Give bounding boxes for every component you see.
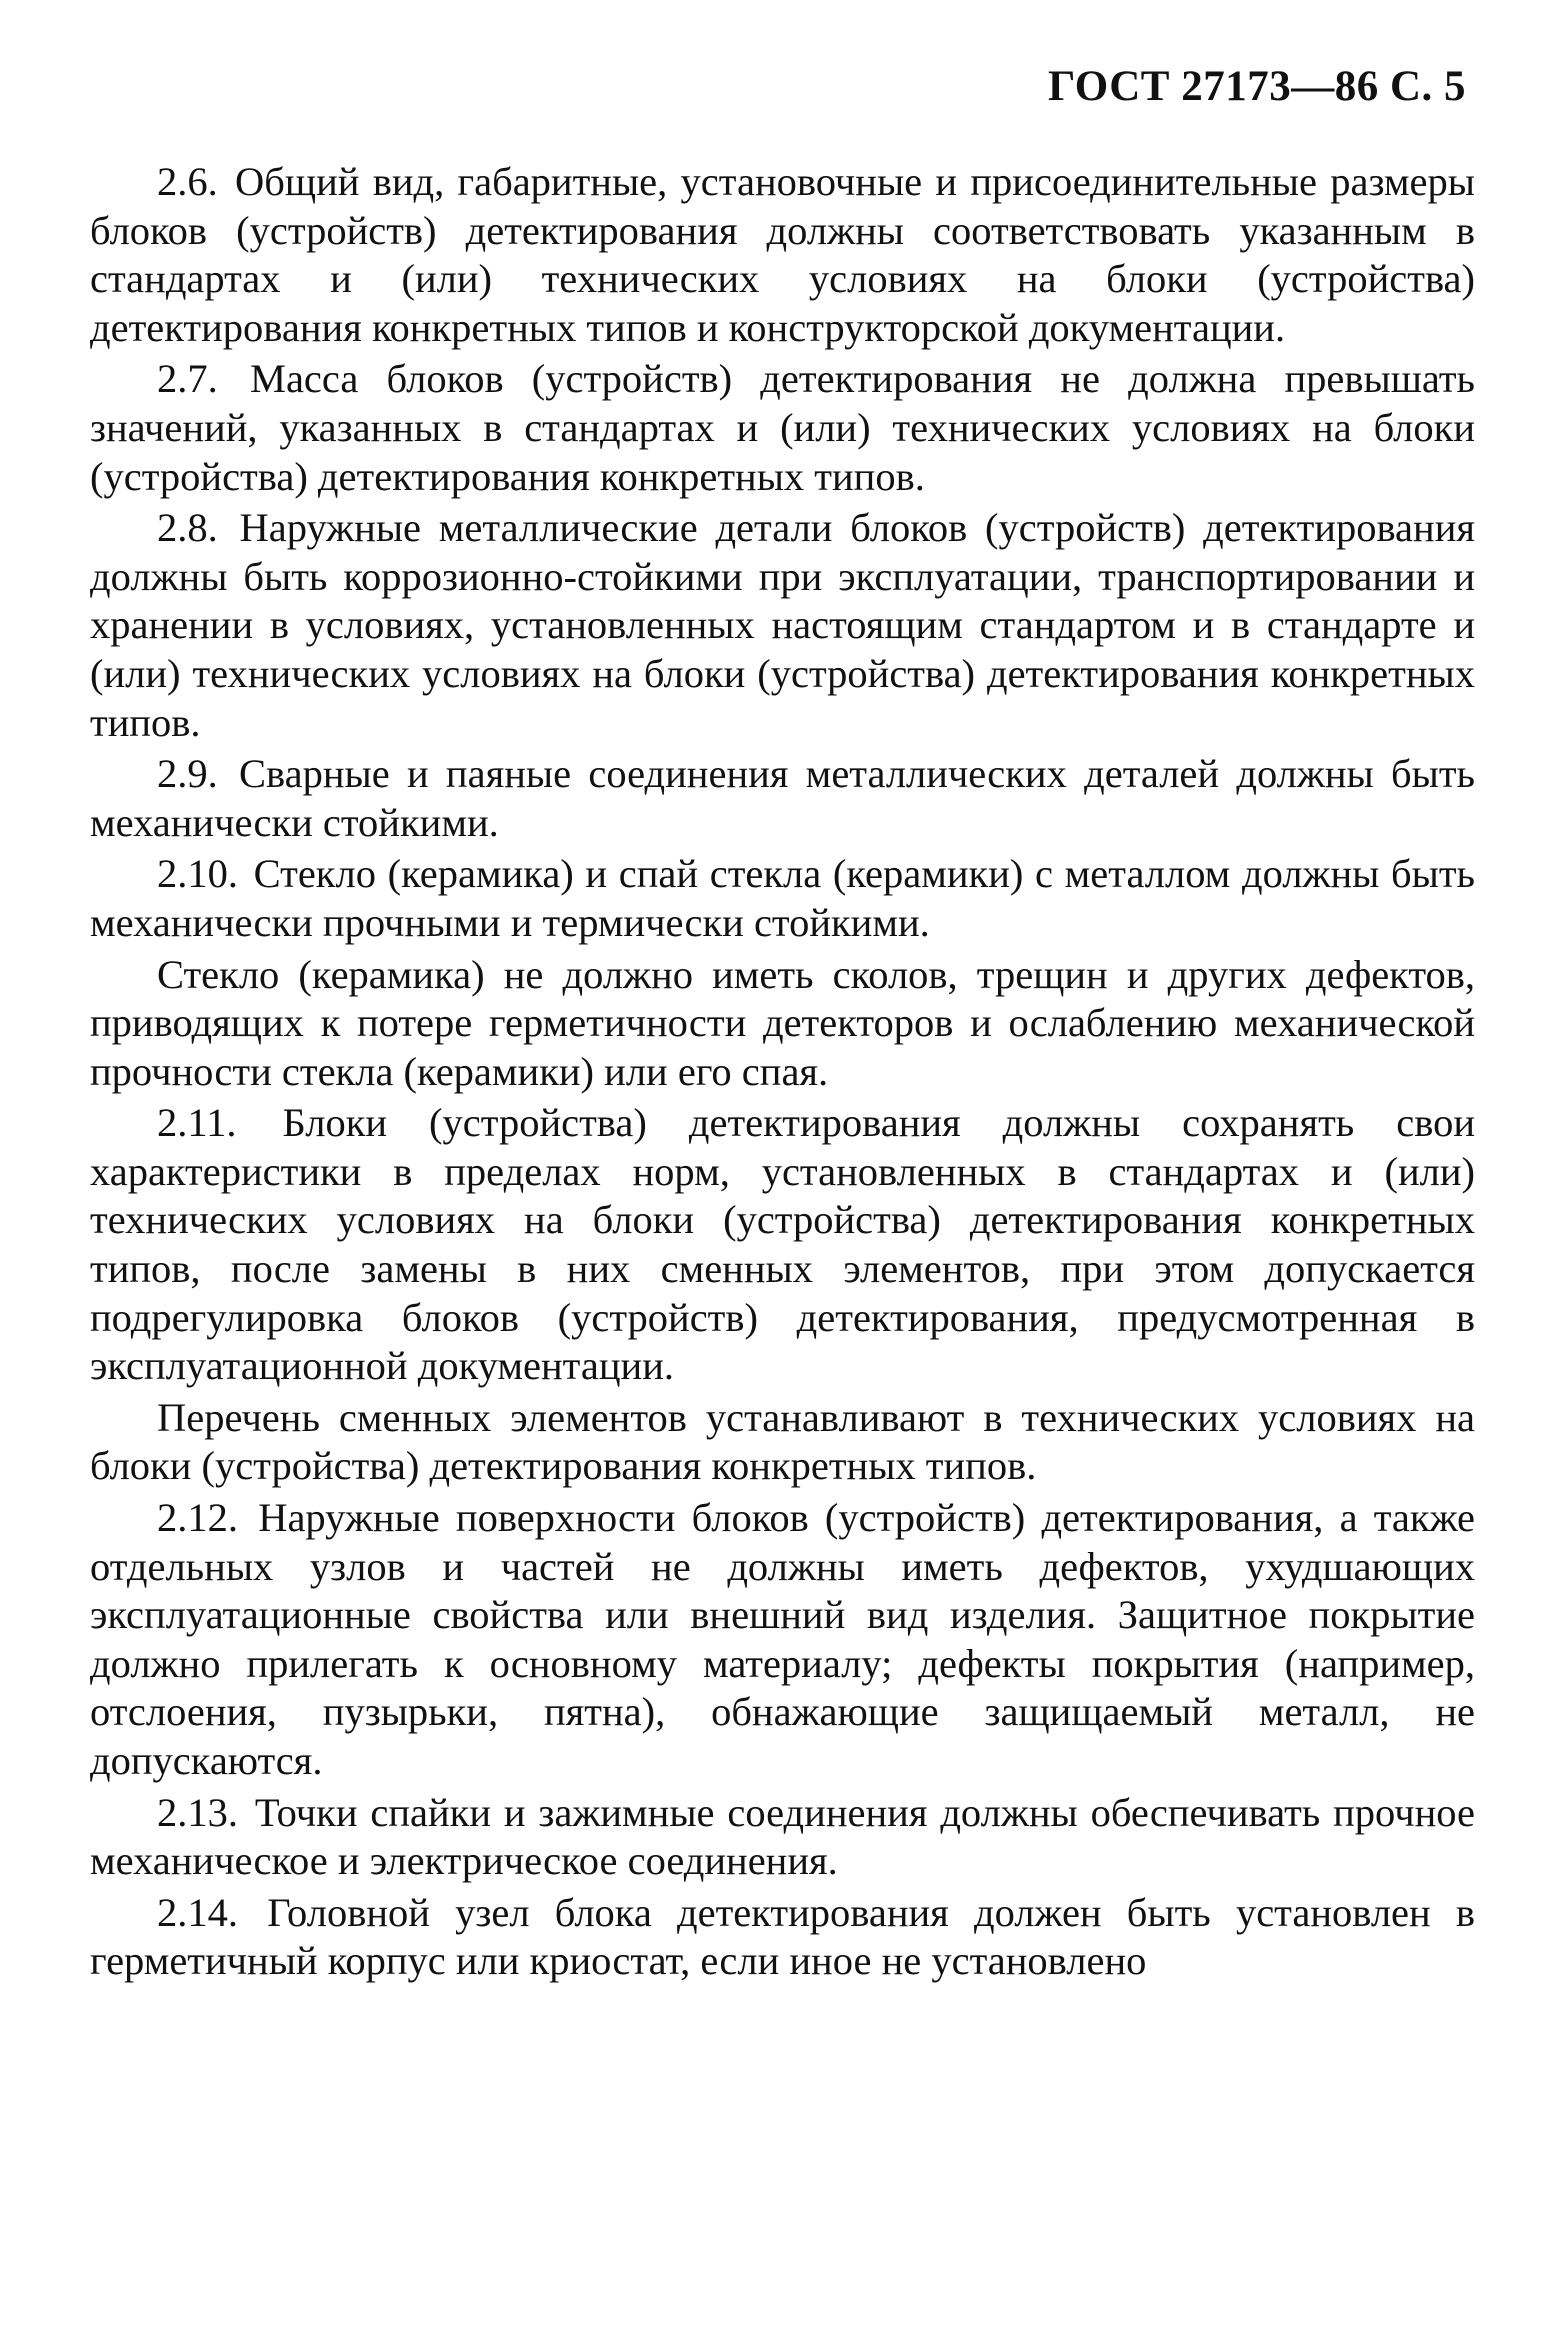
paragraph-text: Точки спайки и зажимные соединения должны обеспечивать прочное механическое и электрическое соединения.	[90, 1789, 1475, 1884]
paragraph-2-14	[90, 1889, 1475, 1986]
paragraph-2-11-list	[90, 1394, 1475, 1491]
paragraph-2-10-glass	[90, 951, 1475, 1097]
paragraph-2-8	[90, 504, 1475, 747]
paragraph-text: Сварные и паяные соединения металлических деталей должны быть механически стойкими.	[90, 751, 1476, 845]
paragraph-text: Масса блоков (устройств) детектирования не должна превышать значений, указанных в стандартах и (или) технических условиях на блоки (устройства) детектирования конкретных типов.	[90, 356, 1476, 499]
paragraph-number: 2.7.	[157, 356, 218, 402]
paragraph-number: 2.12.	[157, 1495, 238, 1541]
paragraph-text: Стекло (керамика) не должно иметь сколов, трещин и других дефектов, приводящих к потере герметичности детекторов и ослаблению механической прочности стекла (керамики) или его спая.	[90, 951, 1475, 1094]
paragraph-number: 2.6.	[157, 159, 218, 204]
paragraph-2-13	[90, 1789, 1475, 1886]
paragraph-2-12	[90, 1494, 1475, 1786]
paragraph-text: Стекло (керамика) и спай стекла (керамики) с металлом должны быть механически прочными и термически стойкими.	[90, 851, 1475, 945]
running-header: ГОСТ 27173—86 С. 5	[1047, 63, 1466, 110]
paragraph-number: 2.13.	[157, 1789, 238, 1835]
paragraph-2-11	[90, 1099, 1475, 1391]
paragraph-text: Перечень сменных элементов устанавливают в технических условиях на блоки (устройства) детектирования конкретных типов.	[90, 1394, 1475, 1489]
paragraph-number: 2.9.	[157, 751, 218, 797]
paragraph-2-6	[90, 158, 1475, 352]
paragraph-2-10	[90, 850, 1475, 947]
paragraph-text: Наружные металлические детали блоков (устройств) детектирования должны быть коррозионно-стойкими при эксплуатации, транспортировании и хранении в условиях, установленных настоящим стандартом и в стандарте и (или) технических условиях на блоки (устройства) детектирования конкретных типов.	[90, 505, 1475, 745]
paragraph-text: Общий вид, габаритные, установочные и присоединительные размеры блоков (устройств) детектирования должны соответствовать указанным в стандартах и (или) технических условиях на блоки (устройства) детектирования конкретных типов и конструкторской документации.	[90, 159, 1475, 350]
paragraph-number: 2.11.	[157, 1100, 237, 1146]
paragraph-number: 2.8.	[157, 505, 218, 551]
paragraph-text: Наружные поверхности блоков (устройств) детектирования, а также отдельных узлов и частей не должны иметь дефектов, ухудшающих эксплуатационные свойства или внешний вид изделия. Защитное покрытие должно прилегать к основному материалу; дефекты покрытия (например, отслоения, пузырьки, пятна), обнажающие защищаемый металл, не допускаются.	[90, 1495, 1476, 1783]
body-text	[90, 158, 1475, 1989]
paragraph-text: Головной узел блока детектирования должен быть установлен в герметичный корпус или криостат, если иное не установлено	[90, 1889, 1476, 1984]
paragraph-2-9	[90, 750, 1475, 847]
paragraph-text: Блоки (устройства) детектирования должны сохранять свои характеристики в пределах норм, установленных в стандартах и (или) технических условиях на блоки (устройства) детектирования конкретных типов, после замены в них сменных элементов, при этом допускается подрегулировка блоков (устройств) детектирования, предусмотренная в эксплуатационной документации.	[90, 1100, 1476, 1389]
paragraph-number: 2.10.	[157, 851, 238, 897]
paragraph-number: 2.14.	[157, 1889, 238, 1935]
paragraph-2-7	[90, 355, 1475, 501]
